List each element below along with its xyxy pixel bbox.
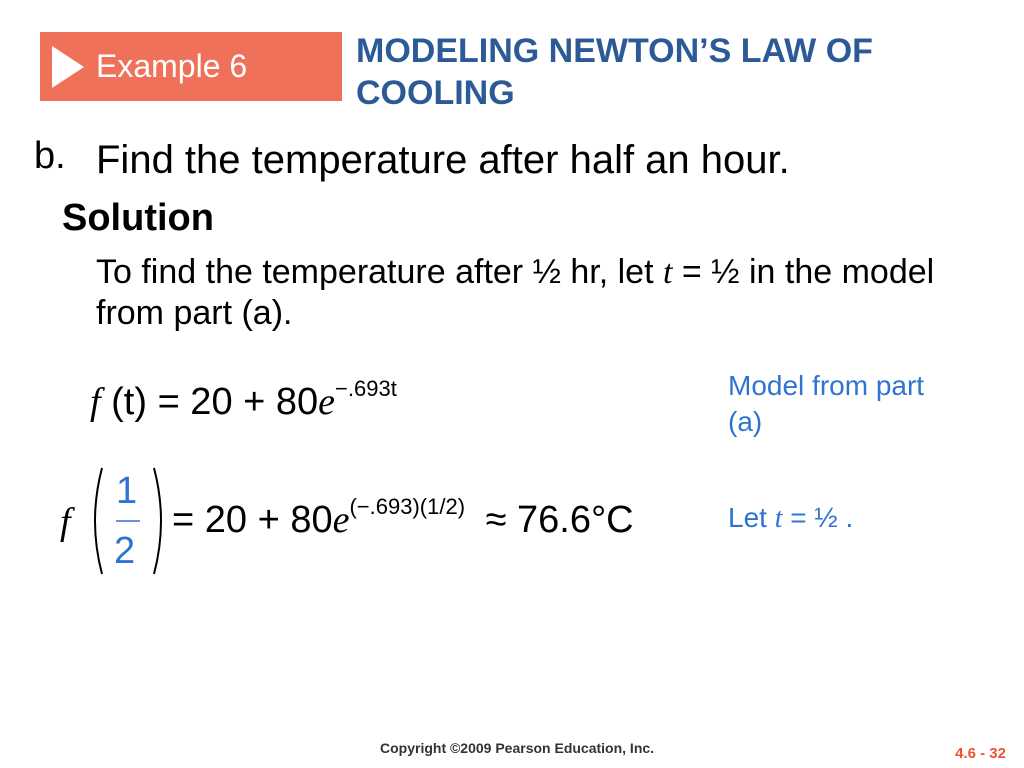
solution-text-b: = ½ in the model from part (a). xyxy=(96,253,935,332)
part-letter: b. xyxy=(34,135,66,177)
let-note xyxy=(728,500,853,537)
model-note: Model from part (a) xyxy=(728,370,925,437)
eq2-result: ≈ 76.6°C xyxy=(485,499,634,541)
eq1-exponent: −.693t xyxy=(335,376,397,401)
eq2-exponent: (−.693)(1/2) xyxy=(349,494,466,519)
page-number: 4.6 - 32 xyxy=(955,745,1006,762)
solution-text xyxy=(96,252,976,333)
eq2-rhs: = 20 + 80 xyxy=(172,499,333,541)
eq1-f: f xyxy=(90,381,101,423)
equation-model xyxy=(90,376,397,424)
solution-var: t xyxy=(662,254,673,291)
fraction-numerator: 1 xyxy=(116,470,138,512)
slide-title: MODELING NEWTON’S LAW OF COOLING xyxy=(356,32,873,112)
fraction-denominator: 2 xyxy=(114,530,136,572)
let-var: t xyxy=(774,503,783,534)
let-prefix: Let xyxy=(728,502,775,533)
eq2-f: f xyxy=(60,501,71,543)
eq1-e: e xyxy=(318,381,336,423)
equation-substituted xyxy=(172,494,634,542)
eq1-rhs: = 20 + 80 xyxy=(157,381,319,423)
example-badge xyxy=(40,32,342,101)
let-suffix: = ½ . xyxy=(782,502,854,533)
solution-heading: Solution xyxy=(62,197,214,239)
eq1-arg: (t) xyxy=(111,381,147,423)
play-arrow-icon xyxy=(52,46,84,88)
example-label: Example 6 xyxy=(96,48,248,84)
solution-text-a: To find the temperature after ½ hr, let xyxy=(96,253,663,291)
eq2-e: e xyxy=(332,499,350,541)
copyright-footer: Copyright ©2009 Pearson Education, Inc. xyxy=(380,740,655,756)
part-question: Find the temperature after half an hour. xyxy=(96,138,790,182)
